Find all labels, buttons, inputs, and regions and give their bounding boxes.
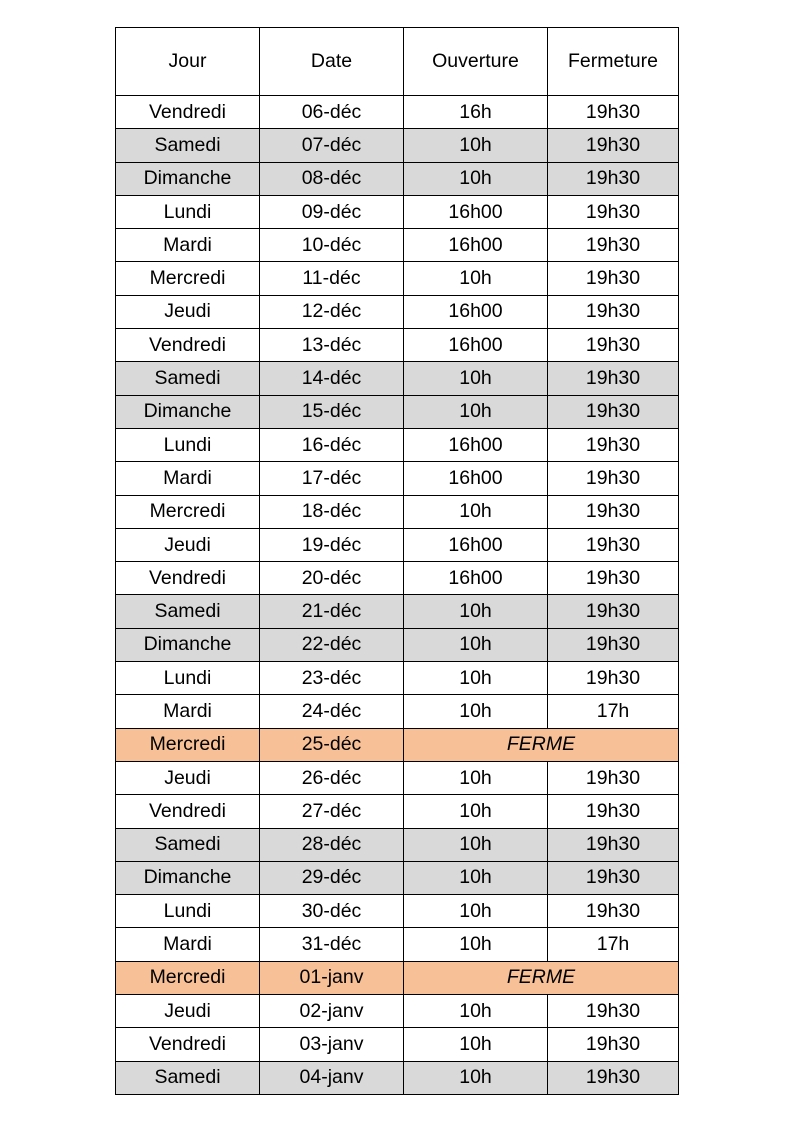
cell-ouverture: 10h [404, 795, 548, 828]
cell-jour: Samedi [116, 828, 260, 861]
cell-date: 21-déc [260, 595, 404, 628]
table-row [116, 995, 679, 1028]
cell-jour: Mercredi [116, 728, 260, 761]
cell-fermeture: 19h30 [548, 528, 679, 561]
cell-jour: Mercredi [116, 961, 260, 994]
cell-fermeture: 19h30 [548, 129, 679, 162]
table-row [116, 162, 679, 195]
table-row [116, 695, 679, 728]
cell-jour: Vendredi [116, 96, 260, 129]
cell-date: 04-janv [260, 1061, 404, 1094]
cell-ouverture: 10h [404, 1028, 548, 1061]
cell-fermeture: 19h30 [548, 395, 679, 428]
cell-jour: Mardi [116, 229, 260, 262]
cell-jour: Dimanche [116, 395, 260, 428]
table-row [116, 495, 679, 528]
table-row [116, 462, 679, 495]
cell-ouverture: 10h [404, 262, 548, 295]
cell-jour: Lundi [116, 195, 260, 228]
cell-date: 19-déc [260, 528, 404, 561]
cell-fermeture: 19h30 [548, 562, 679, 595]
cell-jour: Mardi [116, 928, 260, 961]
table-row [116, 428, 679, 461]
cell-date: 03-janv [260, 1028, 404, 1061]
cell-fermeture: 19h30 [548, 795, 679, 828]
cell-ouverture: 10h [404, 495, 548, 528]
table-row [116, 229, 679, 262]
table-row [116, 662, 679, 695]
table-row [116, 595, 679, 628]
cell-date: 25-déc [260, 728, 404, 761]
cell-fermeture: 17h [548, 695, 679, 728]
cell-jour: Dimanche [116, 861, 260, 894]
cell-ouverture: 10h [404, 695, 548, 728]
cell-jour: Lundi [116, 662, 260, 695]
cell-fermeture: 19h30 [548, 895, 679, 928]
cell-fermeture: 19h30 [548, 428, 679, 461]
cell-jour: Vendredi [116, 795, 260, 828]
cell-ouverture: 10h [404, 395, 548, 428]
cell-fermeture: 19h30 [548, 495, 679, 528]
table-row [116, 761, 679, 794]
cell-jour: Dimanche [116, 628, 260, 661]
cell-jour: Mercredi [116, 262, 260, 295]
cell-date: 26-déc [260, 761, 404, 794]
table-row [116, 728, 679, 761]
cell-ouverture: 16h00 [404, 195, 548, 228]
table-row [116, 828, 679, 861]
cell-ouverture: 16h00 [404, 462, 548, 495]
cell-ouverture: 16h00 [404, 329, 548, 362]
cell-date: 06-déc [260, 96, 404, 129]
cell-fermeture: 19h30 [548, 861, 679, 894]
table-row [116, 96, 679, 129]
cell-ouverture: 10h [404, 828, 548, 861]
table-row [116, 362, 679, 395]
header-jour: Jour [116, 28, 260, 96]
cell-ouverture: 10h [404, 628, 548, 661]
cell-ouverture: 10h [404, 129, 548, 162]
cell-fermeture: 19h30 [548, 1061, 679, 1094]
cell-fermeture: 19h30 [548, 329, 679, 362]
cell-date: 29-déc [260, 861, 404, 894]
table-row [116, 795, 679, 828]
cell-date: 17-déc [260, 462, 404, 495]
cell-ouverture: 16h00 [404, 528, 548, 561]
table-header [116, 28, 679, 96]
table-row [116, 395, 679, 428]
cell-jour: Vendredi [116, 1028, 260, 1061]
cell-ouverture: 16h00 [404, 229, 548, 262]
cell-jour: Mardi [116, 462, 260, 495]
cell-fermeture: 19h30 [548, 262, 679, 295]
cell-fermeture: 19h30 [548, 229, 679, 262]
cell-date: 22-déc [260, 628, 404, 661]
cell-date: 20-déc [260, 562, 404, 595]
cell-date: 07-déc [260, 129, 404, 162]
table-body [116, 96, 679, 1095]
cell-fermeture: 19h30 [548, 462, 679, 495]
cell-ouverture: 16h00 [404, 562, 548, 595]
cell-ouverture: 10h [404, 595, 548, 628]
cell-fermeture: 17h [548, 928, 679, 961]
cell-date: 12-déc [260, 295, 404, 328]
cell-jour: Vendredi [116, 562, 260, 595]
cell-fermeture: 19h30 [548, 362, 679, 395]
cell-fermeture: 19h30 [548, 662, 679, 695]
cell-ouverture: 10h [404, 662, 548, 695]
cell-fermeture: 19h30 [548, 162, 679, 195]
cell-closed: FERME [404, 961, 679, 994]
cell-date: 02-janv [260, 995, 404, 1028]
cell-jour: Samedi [116, 362, 260, 395]
cell-ouverture: 16h00 [404, 428, 548, 461]
cell-closed: FERME [404, 728, 679, 761]
cell-jour: Jeudi [116, 995, 260, 1028]
cell-date: 13-déc [260, 329, 404, 362]
header-fermeture: Fermeture [548, 28, 679, 96]
opening-hours-table [115, 27, 679, 1095]
cell-date: 24-déc [260, 695, 404, 728]
cell-date: 10-déc [260, 229, 404, 262]
cell-date: 15-déc [260, 395, 404, 428]
cell-ouverture: 16h [404, 96, 548, 129]
table-row [116, 928, 679, 961]
cell-date: 27-déc [260, 795, 404, 828]
cell-ouverture: 10h [404, 1061, 548, 1094]
cell-ouverture: 10h [404, 995, 548, 1028]
cell-ouverture: 16h00 [404, 295, 548, 328]
cell-ouverture: 10h [404, 761, 548, 794]
table-row [116, 195, 679, 228]
cell-ouverture: 10h [404, 362, 548, 395]
cell-date: 11-déc [260, 262, 404, 295]
table-row [116, 262, 679, 295]
table-row [116, 861, 679, 894]
cell-fermeture: 19h30 [548, 295, 679, 328]
cell-jour: Lundi [116, 895, 260, 928]
cell-jour: Samedi [116, 1061, 260, 1094]
cell-ouverture: 10h [404, 895, 548, 928]
cell-date: 30-déc [260, 895, 404, 928]
table-row [116, 295, 679, 328]
cell-jour: Vendredi [116, 329, 260, 362]
cell-fermeture: 19h30 [548, 1028, 679, 1061]
cell-jour: Mercredi [116, 495, 260, 528]
table-row [116, 329, 679, 362]
table-row [116, 129, 679, 162]
cell-jour: Samedi [116, 129, 260, 162]
cell-fermeture: 19h30 [548, 761, 679, 794]
cell-date: 23-déc [260, 662, 404, 695]
header-date: Date [260, 28, 404, 96]
table-row [116, 562, 679, 595]
cell-fermeture: 19h30 [548, 195, 679, 228]
cell-fermeture: 19h30 [548, 595, 679, 628]
cell-jour: Samedi [116, 595, 260, 628]
table-row [116, 628, 679, 661]
cell-jour: Jeudi [116, 761, 260, 794]
cell-date: 09-déc [260, 195, 404, 228]
cell-date: 01-janv [260, 961, 404, 994]
header-row [116, 28, 679, 96]
cell-jour: Jeudi [116, 528, 260, 561]
cell-ouverture: 10h [404, 162, 548, 195]
cell-fermeture: 19h30 [548, 96, 679, 129]
cell-jour: Lundi [116, 428, 260, 461]
cell-date: 16-déc [260, 428, 404, 461]
cell-date: 31-déc [260, 928, 404, 961]
cell-ouverture: 10h [404, 861, 548, 894]
cell-date: 18-déc [260, 495, 404, 528]
cell-jour: Jeudi [116, 295, 260, 328]
cell-date: 14-déc [260, 362, 404, 395]
cell-fermeture: 19h30 [548, 995, 679, 1028]
table-row [116, 961, 679, 994]
header-ouverture: Ouverture [404, 28, 548, 96]
table-row [116, 895, 679, 928]
cell-jour: Dimanche [116, 162, 260, 195]
table-row [116, 1061, 679, 1094]
table-row [116, 528, 679, 561]
cell-fermeture: 19h30 [548, 828, 679, 861]
cell-jour: Mardi [116, 695, 260, 728]
table-row [116, 1028, 679, 1061]
cell-date: 08-déc [260, 162, 404, 195]
cell-ouverture: 10h [404, 928, 548, 961]
cell-date: 28-déc [260, 828, 404, 861]
cell-fermeture: 19h30 [548, 628, 679, 661]
